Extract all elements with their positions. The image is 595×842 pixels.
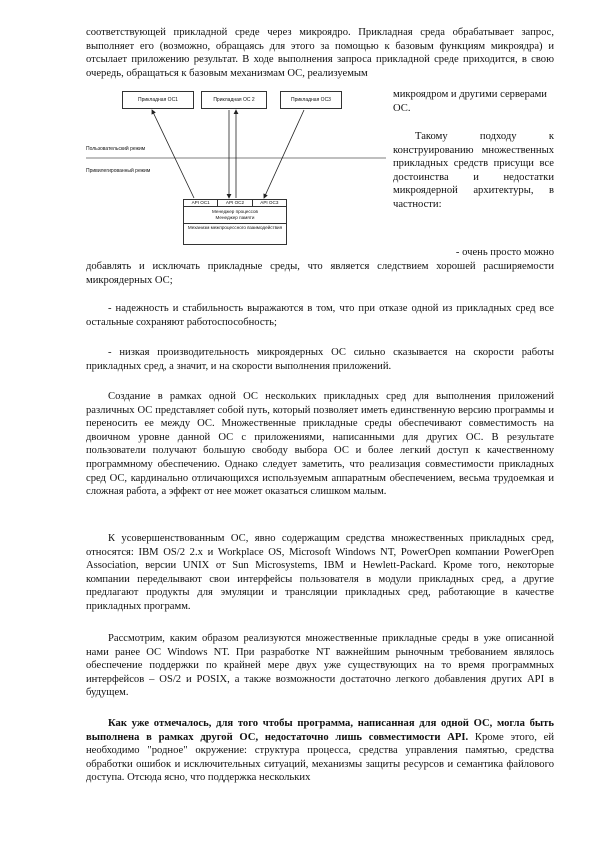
arrow-to-env1 (152, 110, 194, 198)
bullet-extensibility-start: - очень просто можно (455, 247, 554, 258)
api-cell-1: API ОС1 (184, 200, 218, 206)
paragraph-intro-continued: микроядром и другими серверами ОС. (393, 89, 547, 114)
kernel-line-1: Менеджер процессов (212, 209, 258, 214)
arrow-from-env3 (264, 110, 304, 198)
env-box-1-label: Прикладная ОС1 (138, 97, 178, 103)
paragraph-native-environment-bold: Как уже отмечалось, для того чтобы программа, написанная для одной ОС, могла быть выполнена в рамках другой ОС, недостаточно лишь совместимости API. (86, 718, 554, 743)
kernel-mode-label: Привилегированный режим (86, 168, 151, 174)
bullet-performance: - низкая производительность микроядерных ОС сильно сказывается на скорости работы прикладных сред, а значит, и на скорости выполнения приложений. (86, 347, 554, 372)
paragraph-windows-nt: Рассмотрим, каким образом реализуются множественные прикладные среды в уже описанной нами ранее ОС Windows NT. При разработке NT важнейшим рыночным требованием являлось обеспечение поддержки по крайней мере двух уже существующих на то время программных интерфейсов – OS/2 и POSIX, а также возможности достаточно легкого добавления других API в будущем. (86, 633, 554, 699)
bullet-reliability: - надежность и стабильность выражаются в том, что при отказе одной из прикладных сред все остальные сохраняют работоспособность; (86, 303, 554, 328)
env-box-1 (122, 91, 194, 109)
paragraph-native-environment (86, 717, 554, 785)
api-cell-2: API ОС2 (218, 200, 252, 206)
paragraph-intro: соответствующей прикладной среде через микроядро. Прикладная среда обрабатывает запрос, выполняет его (возможно, обращаясь для этого за помощью к базовым функциям микроядра) и отсылает приложению результат. В ходе выполнения запроса прикладной среде приходится, в свою очередь, обращаться к базовым механизмам ОС, реализуемым (86, 27, 554, 79)
paragraph-native-environment-rest: Кроме этого, ей необходимо "родное" окружение: структура процесса, средства управления памятью, средства обработки ошибок и исключительных ситуаций, механизмы защиты ресурсов и семантика файлового доступа. Отсюда ясно, что поддержка нескольких (86, 731, 554, 784)
paragraph-advanced-os: К усовершенствованным ОС, явно содержащим средства множественных прикладных сред, относятся: IBM OS/2 2.x и Workplace OS, Microsoft Windows NT, PowerOpen компании PowerOpen Association, версии UNIX от Sun Microsystems, IBM и Hewlett-Packard. Кроме того, некоторые компании переделывают свои интерфейсы пользователя в модули прикладных сред, а другие предлагают продукты для эмуляции и трансляции прикладных сред, работающие в качестве прикладных программ. (86, 533, 554, 612)
paragraph-approach: Такому подходу к конструированию множественных прикладных средств присущи все достоинства и недостатки микроядерной архитектуры, в частности: (393, 131, 554, 210)
user-mode-label: Пользовательский режим (86, 146, 146, 152)
env-box-2-label: Прикладная ОС 2 (213, 97, 255, 103)
microkernel-box (183, 199, 287, 245)
kernel-line-3: Механизм межпроцессного взаимодействия (184, 223, 286, 231)
bullet-extensibility: добавлять и исключать прикладные среды, что является следствием хорошей расширяемости микроядерных ОС; (86, 261, 554, 286)
env-box-2 (201, 91, 267, 109)
api-cell-3: API ОС3 (260, 200, 279, 205)
kernel-line-2: Менеджер памяти (215, 215, 255, 220)
env-box-3 (280, 91, 342, 109)
paragraph-multiple-environments: Создание в рамках одной ОС нескольких прикладных сред для выполнения приложений различных ОС представляет собой путь, который позволяет иметь единственную версию программы и переносить ее между ОС. Множественные прикладные среды обеспечивают совместимость на двоичном уровне данной ОС с приложениями, написанными для других ОС. В результате пользователи получают большую свободу выбора ОС и более легкий доступ к качественному программному обеспечению. Однако следует заметить, что реализация совместимости прикладных сред ОС, кардинально отличающихся используемым аппаратным обеспечением, весьма трудоемкая и сложная работа, а эффект от нее может оказаться слишком малым. (86, 391, 554, 498)
env-box-3-label: Прикладная ОС3 (291, 97, 331, 103)
api-row (184, 200, 286, 207)
